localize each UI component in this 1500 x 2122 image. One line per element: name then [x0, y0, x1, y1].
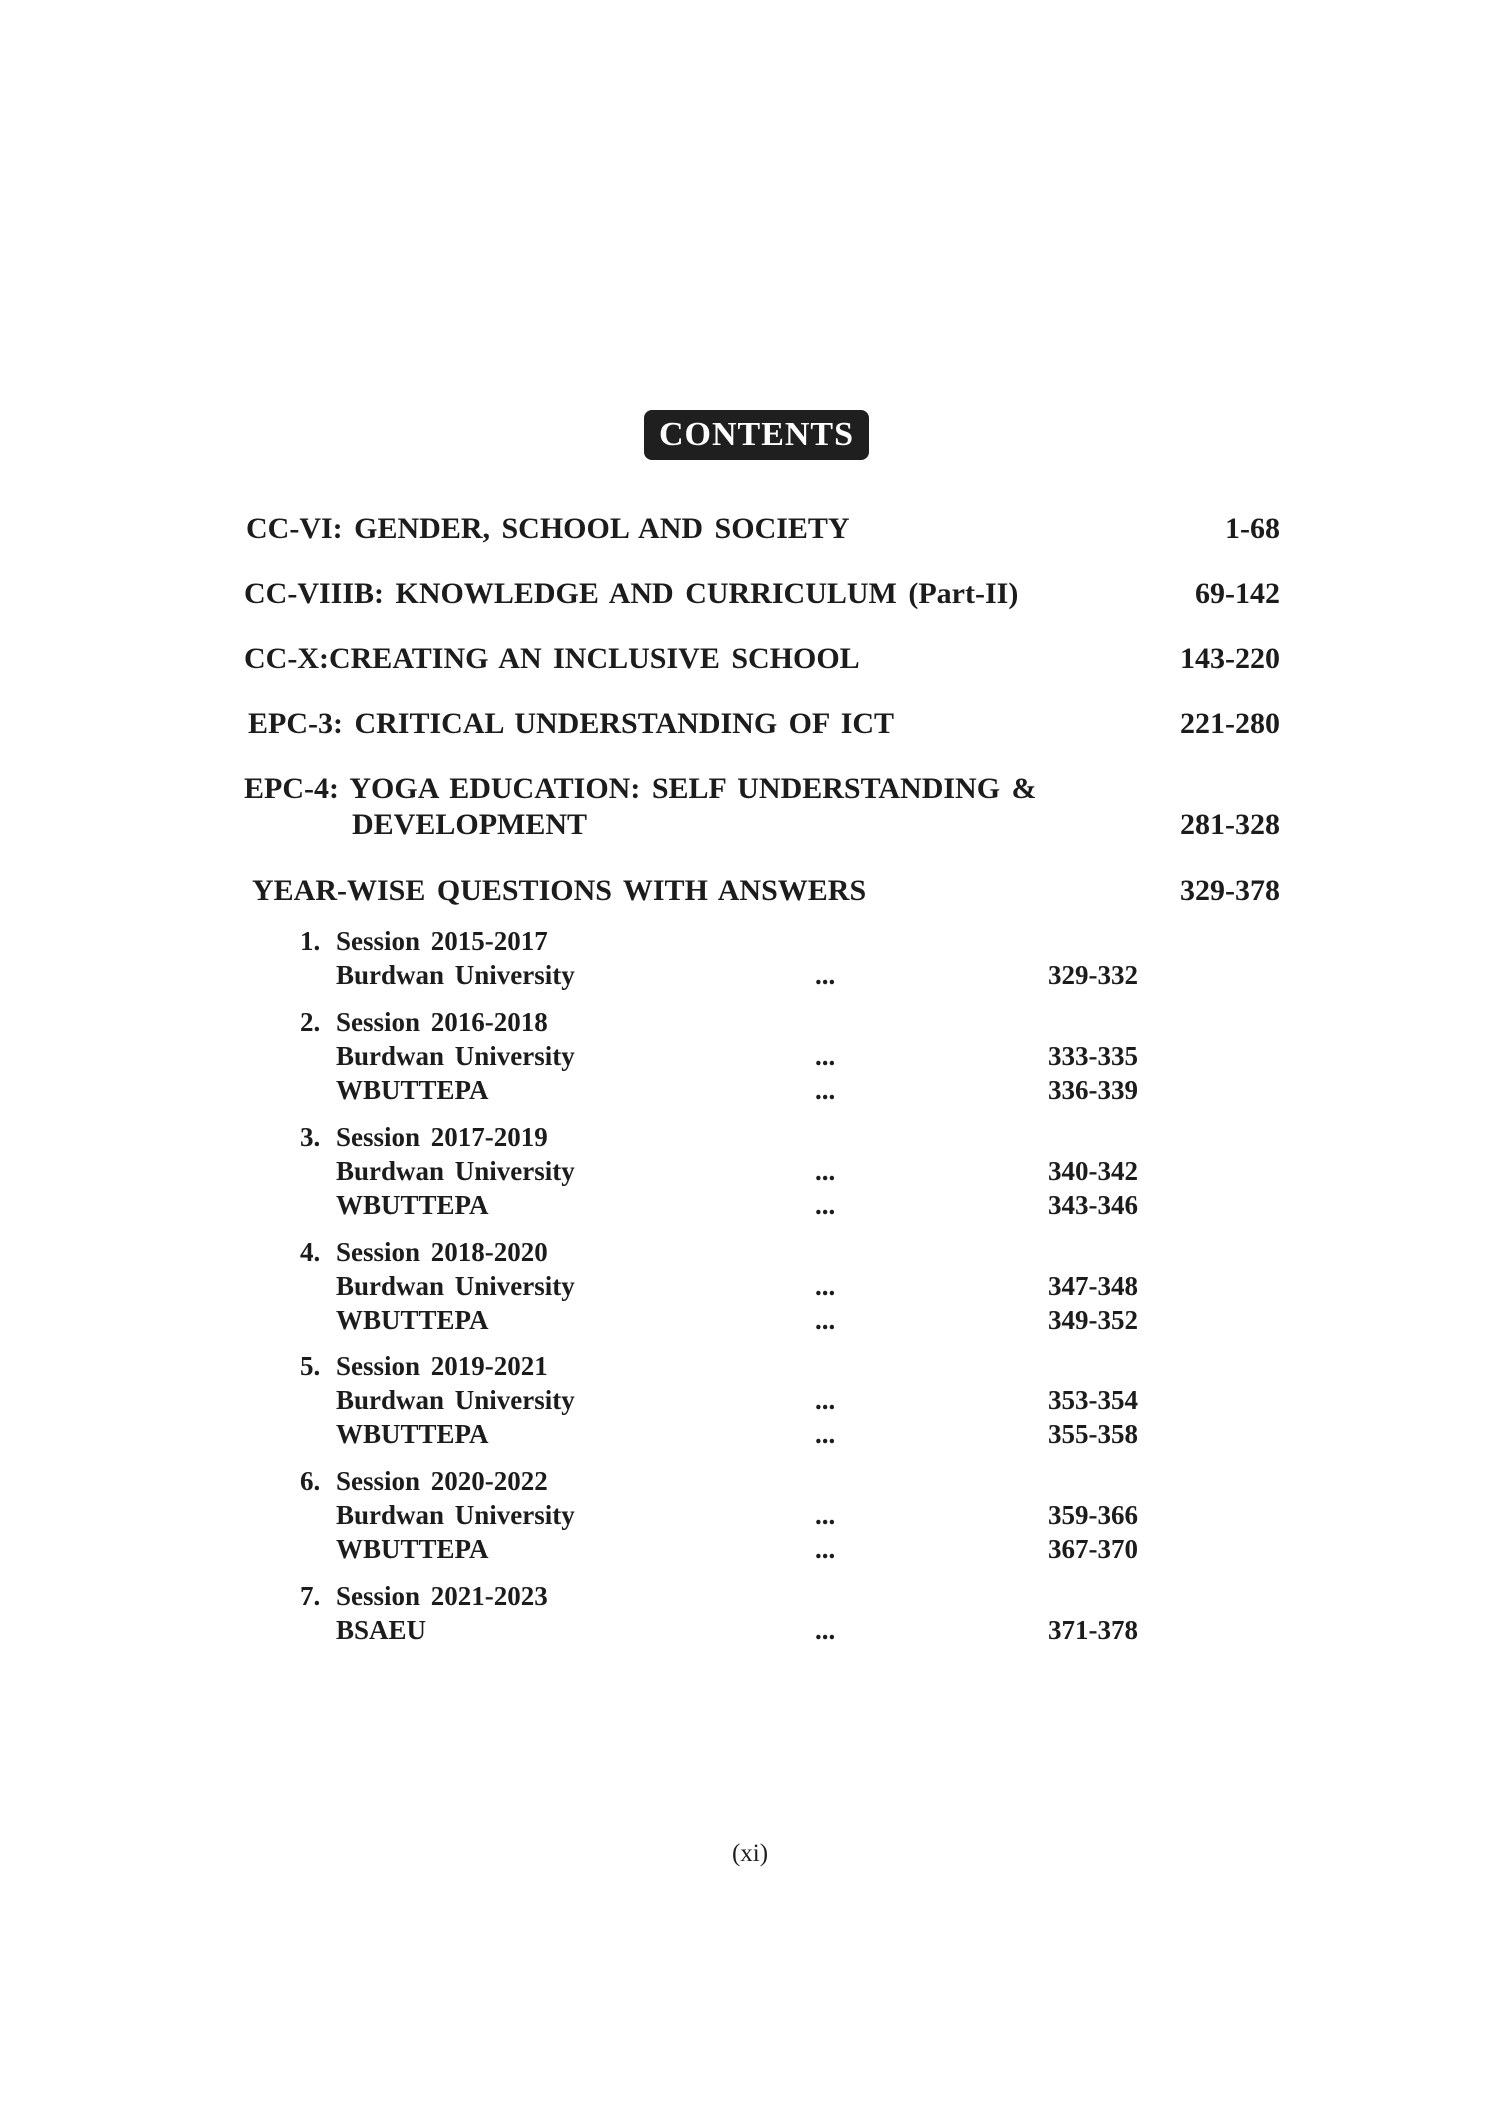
page-range: 336-339 [1048, 1075, 1138, 1105]
session-institution: WBUTTEPA [336, 1075, 489, 1105]
session-number: 7. [300, 1581, 321, 1611]
toc-entry-label: EPC-3: CRITICAL UNDERSTANDING OF ICT [248, 707, 895, 740]
session-institution: BSAEU [336, 1615, 427, 1645]
page-range: 367-370 [1048, 1534, 1138, 1564]
toc-entry-label: EPC-4: YOGA EDUCATION: SELF UNDERSTANDING & [244, 772, 1037, 805]
page-range: 329-332 [1048, 960, 1138, 990]
session-title: Session 2018-2020 [336, 1237, 548, 1267]
toc-entry-pages: 329-378 [1180, 874, 1280, 907]
toc-entry-label: YEAR-WISE QUESTIONS WITH ANSWERS [252, 874, 867, 907]
page-range: 359-366 [1048, 1500, 1138, 1530]
toc-entry-label: CC-X:CREATING AN INCLUSIVE SCHOOL [244, 642, 860, 675]
toc-entry-label: CC-VI: GENDER, SCHOOL AND SOCIETY [246, 512, 850, 545]
session-institution: Burdwan University [336, 1041, 575, 1071]
leader-dots: ... [815, 1500, 836, 1530]
toc-entry-pages: 69-142 [1195, 577, 1280, 610]
session-number: 4. [300, 1237, 321, 1267]
page-range: 355-358 [1048, 1419, 1138, 1449]
session-institution: Burdwan University [336, 1156, 575, 1186]
session-institution: WBUTTEPA [336, 1534, 489, 1564]
session-institution: Burdwan University [336, 1385, 575, 1415]
session-institution: Burdwan University [336, 960, 575, 990]
leader-dots: ... [815, 960, 836, 990]
leader-dots: ... [815, 1419, 836, 1449]
leader-dots: ... [815, 1041, 836, 1071]
leader-dots: ... [815, 1271, 836, 1301]
leader-dots: ... [815, 1075, 836, 1105]
leader-dots: ... [815, 1156, 836, 1186]
session-title: Session 2021-2023 [336, 1581, 548, 1611]
toc-entry-label-cont: DEVELOPMENT [352, 808, 588, 841]
session-institution: WBUTTEPA [336, 1419, 489, 1449]
page-range: 333-335 [1048, 1041, 1138, 1071]
session-title: Session 2019-2021 [336, 1351, 548, 1381]
page-number: (xi) [731, 1840, 769, 1867]
toc-entry-pages: 281-328 [1180, 808, 1280, 841]
session-title: Session 2020-2022 [336, 1466, 548, 1496]
page-range: 353-354 [1048, 1385, 1138, 1415]
session-number: 6. [300, 1466, 321, 1496]
toc-entry-label: CC-VIIIB: KNOWLEDGE AND CURRICULUM (Part-II) [244, 577, 1019, 610]
page-range: 340-342 [1048, 1156, 1138, 1186]
session-number: 1. [300, 926, 321, 956]
toc-entry-pages: 143-220 [1180, 642, 1280, 675]
session-institution: WBUTTEPA [336, 1190, 489, 1220]
page-range: 371-378 [1048, 1615, 1138, 1645]
page-range: 347-348 [1048, 1271, 1138, 1301]
session-title: Session 2017-2019 [336, 1122, 548, 1152]
session-title: Session 2016-2018 [336, 1007, 548, 1037]
page-range: 349-352 [1048, 1305, 1138, 1335]
toc-entry-pages: 221-280 [1180, 707, 1280, 740]
session-institution: Burdwan University [336, 1271, 575, 1301]
page-range: 343-346 [1048, 1190, 1138, 1220]
leader-dots: ... [815, 1615, 836, 1645]
leader-dots: ... [815, 1385, 836, 1415]
session-number: 2. [300, 1007, 321, 1037]
leader-dots: ... [815, 1534, 836, 1564]
session-number: 3. [300, 1122, 321, 1152]
session-institution: Burdwan University [336, 1500, 575, 1530]
session-number: 5. [300, 1351, 321, 1381]
session-institution: WBUTTEPA [336, 1305, 489, 1335]
contents-title: CONTENTS [644, 410, 869, 460]
leader-dots: ... [815, 1190, 836, 1220]
leader-dots: ... [815, 1305, 836, 1335]
session-title: Session 2015-2017 [336, 926, 548, 956]
toc-entry-pages: 1-68 [1225, 512, 1280, 545]
